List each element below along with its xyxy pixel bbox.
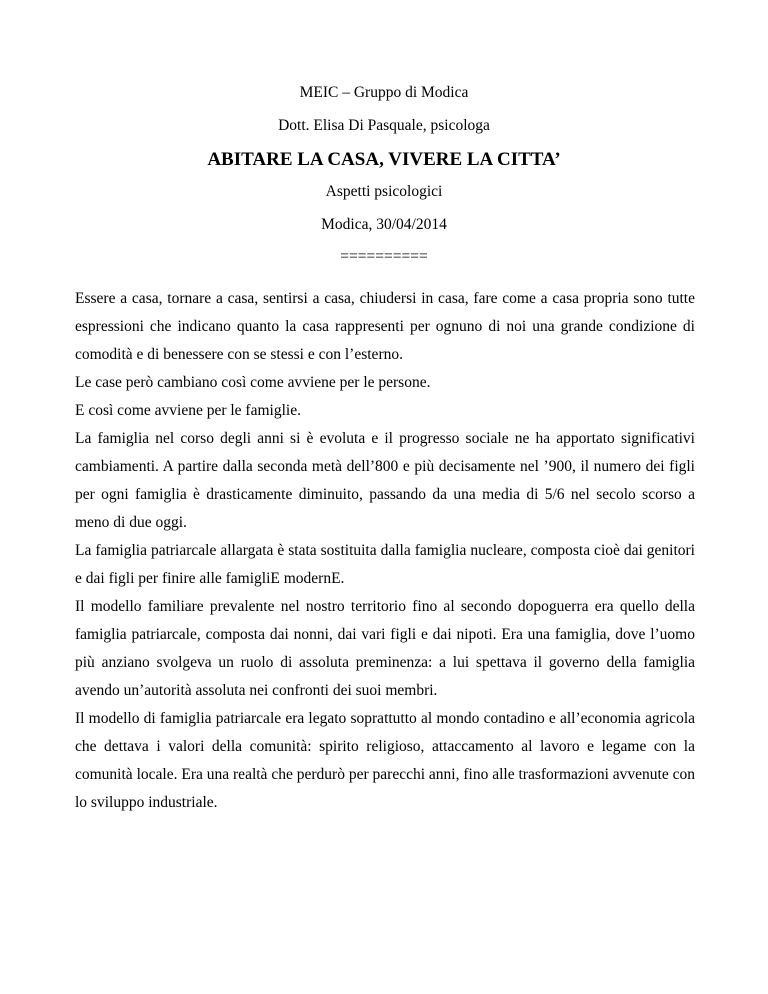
paragraph: Il modello familiare prevalente nel nostro territorio fino al secondo dopoguerra era quello della famiglia patriarcale, composta dai nonni, dai vari figli e dai nipoti. Era una famiglia, dove l’uomo più anziano svolgeva un ruolo di assoluta preminenza: a lui spettava il governo della famiglia avendo un’autorità assoluta nei confronti dei suoi membri. [75,598,695,699]
paragraph: La famiglia nel corso degli anni si è evoluta e il progresso sociale ne ha apportato significativi cambiamenti. A partire dalla seconda metà dell’800 e più decisamente nel ’900, il numero dei figli per ogni famiglia è drasticamente diminuito, passando da una media di 5/6 nel secolo scorso a meno di due oggi. [75,430,695,531]
document-header [0,84,768,265]
paragraph: La famiglia patriarcale allargata è stata sostituita dalla famiglia nucleare, composta cioè dai genitori e dai figli per finire alle famigliE modernE. [75,542,695,587]
organization-line: MEIC – Gruppo di Modica [299,84,469,101]
place-date-line: Modica, 30/04/2014 [321,215,447,233]
document-title: ABITARE LA CASA, VIVERE LA CITTA’ [207,149,561,170]
separator-line: ========== [340,248,428,265]
document-body [75,285,695,817]
paragraph: E così come avviene per le famiglie. [75,402,301,419]
paragraph: Essere a casa, tornare a casa, sentirsi a casa, chiudersi in casa, fare come a casa propria sono tutte espressioni che indicano quanto la casa rappresenti per ognuno di noi una grande condizione di comodità e di benessere con se stessi e con l’esterno. [75,290,695,363]
paragraph: Il modello di famiglia patriarcale era legato soprattutto al mondo contadino e all’economia agricola che dettava i valori della comunità: spirito religioso, attaccamento al lavoro e legame con la comunità locale. Era una realtà che perdurò per parecchi anni, fino alle trasformazioni avvenute con lo sviluppo industriale. [75,710,695,811]
document-subtitle: Aspetti psicologici [325,183,443,200]
author-line: Dott. Elisa Di Pasquale, psicologa [278,116,490,134]
paragraph: Le case però cambiano così come avviene per le persone. [75,374,431,391]
